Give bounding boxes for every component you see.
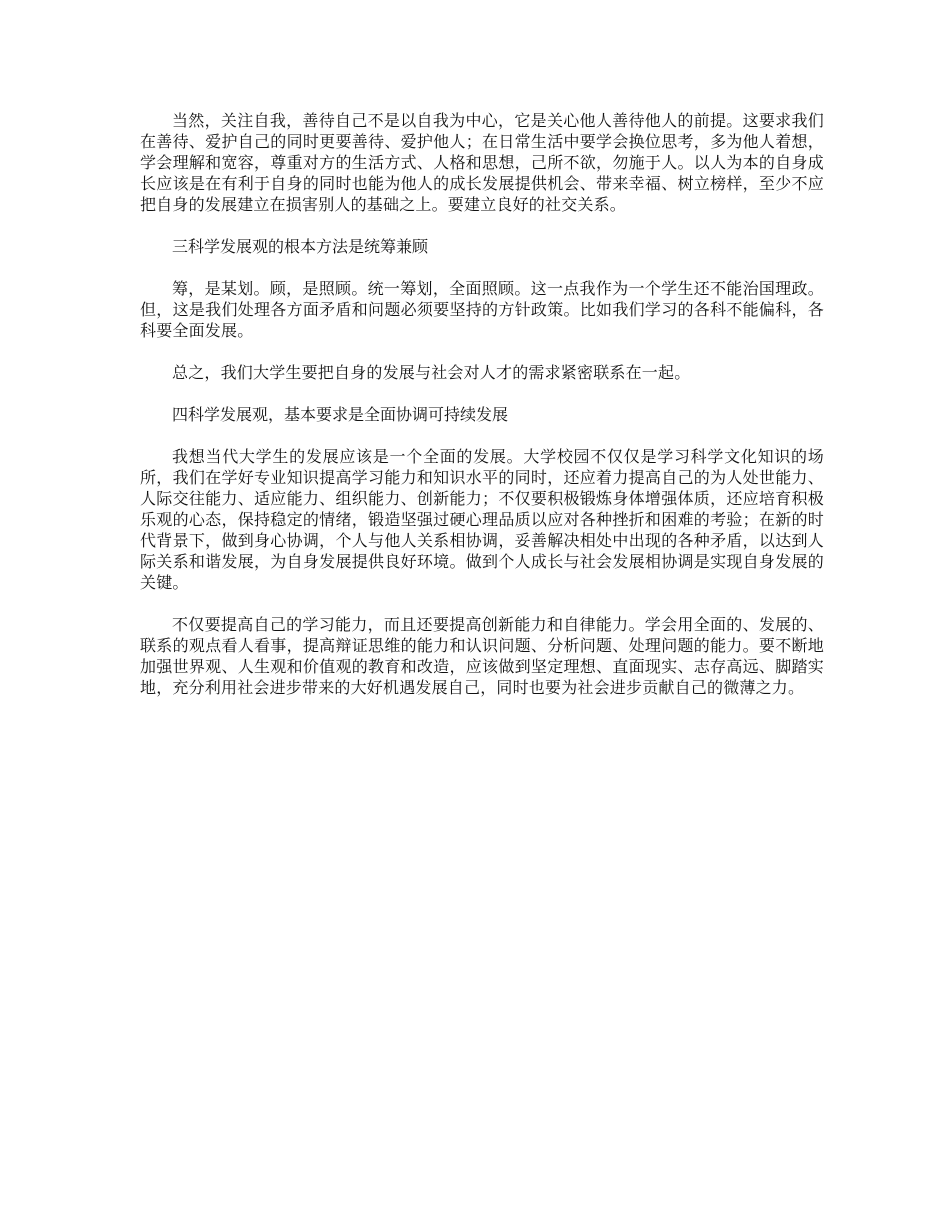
paragraph-abilities: 不仅要提高自己的学习能力，而且还要提高创新能力和自律能力。学会用全面的、发展的、联系的观点看人看事，提高辩证思维的能力和认识问题、分析问题、处理问题的能力。要不断地加强世界观、人生观和价值观的教育和改造，应该做到坚定理想、直面现实、志存高远、脚踏实地，充分利用社会进步带来的大好机遇发展自己，同时也要为社会进步贡献自己的微薄之力。: [140, 615, 824, 697]
paragraph-comprehensive-development: 我想当代大学生的发展应该是一个全面的发展。大学校园不仅仅是学习科学文化知识的场所，我们在学好专业知识提高学习能力和知识水平的同时，还应着力提高自己的为人处世能力、人际交往能力、适应能力、组织能力、创新能力；不仅要积极锻炼身体增强体质，还应培育积极乐观的心态，保持稳定的情绪，锻造坚强过硬心理品质以应对各种挫折和困难的考验；在新的时代背景下，做到身心协调，个人与他人关系相协调，妥善解决相处中出现的各种矛盾，以达到人际关系和谐发展，为自身发展提供良好环境。做到个人成长与社会发展相协调是实现自身发展的关键。: [140, 447, 824, 592]
paragraph-summary: 总之，我们大学生要把自身的发展与社会对人才的需求紧密联系在一起。: [172, 363, 691, 382]
section-heading-three: 三科学发展观的根本方法是统筹兼顾: [172, 237, 429, 256]
paragraph-care-for-others: 当然，关注自我，善待自己不是以自我为中心，它是关心他人善待他人的前提。这要求我们在善待、爱护自己的同时更要善待、爱护他人；在日常生活中要学会换位思考，多为他人着想，学会理解和宽容，尊重对方的生活方式、人格和思想，己所不欲，勿施于人。以人为本的自身成长应该是在有利于自身的同时也能为他人的成长发展提供机会、带来幸福、树立榜样，至少不应把自身的发展建立在损害别人的基础之上。要建立良好的社交关系。: [140, 111, 824, 214]
document-body: [140, 110, 824, 719]
section-heading-four: 四科学发展观，基本要求是全面协调可持续发展: [172, 405, 509, 424]
paragraph-overall-planning: 筹，是某划。顾，是照顾。统一筹划，全面照顾。这一点我作为一个学生还不能治国理政。但，这是我们处理各方面矛盾和问题必须要坚持的方针政策。比如我们学习的各科不能偏科，各科要全面发展。: [140, 279, 824, 340]
